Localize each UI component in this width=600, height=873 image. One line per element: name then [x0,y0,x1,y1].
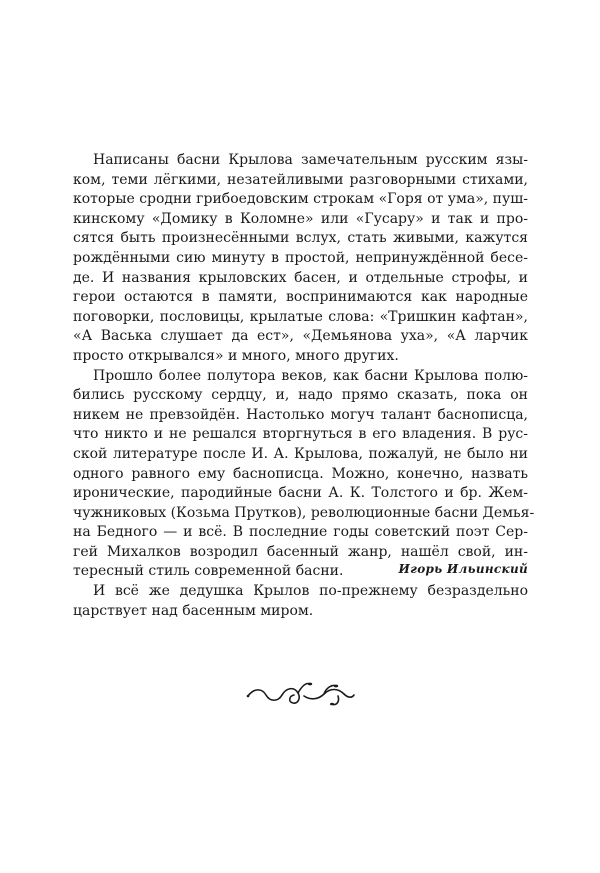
text-line: чужниковых (Козьма Прутков), революционные басни Демья- [73,504,535,521]
text-line: герои остаются в памяти, воспринимаются как народные [73,289,528,306]
author-signature: Игорь Ильинский [398,562,528,576]
text-line: что никто и не решался вторгнуться в его владения. В рус- [73,426,528,443]
text-line: «А Васька слушает да ест», «Демьянова уха», «А ларчик [73,328,528,345]
paragraph-1 [73,151,528,367]
text-line: поговорки, пословицы, крылатые слова: «Тришкин кафтан», [73,308,528,325]
text-line: Написаны басни Крылова замечательным русским язы- [93,152,528,168]
text-line: рождёнными сию минуту в простой, непринуждённой бесе- [73,249,528,266]
text-line: которые сродни грибоедовским строкам «Горя от ума», пуш- [73,191,528,208]
text-line: Прошло более полутора веков, как басни Крылова полю- [93,367,528,384]
paragraph-2 [73,367,535,583]
text-line: бились русскому сердцу, и, надо прямо сказать, пока он [73,387,528,404]
text-line: царствует над басенным миром. [73,602,314,619]
text-line: никем не превзойдён. Настолько могуч талант баснописца, [73,406,528,423]
text-line: одного равного ему баснописца. Можно, конечно, назвать [73,465,528,482]
text-line: просто открывался» и много, много других. [73,347,399,364]
paragraph-3 [73,582,528,621]
flourish-ornament-icon [244,676,356,716]
text-line: на Бедного — и всё. В последние годы советский поэт Сер- [73,524,528,541]
text-line: И всё же дедушка Крылов по-прежнему безраздельно [93,583,528,600]
text-line: гей Михалков возродил басенный жанр, нашёл свой, ин- [73,543,528,560]
text-line: иронические, пародийные басни А. К. Толстого и бр. Жем- [73,485,528,502]
article-text [73,151,535,621]
text-line: кинскому «Домику в Коломне» или «Гусару» и так и про- [73,210,528,227]
text-line: сятся быть произнесёнными вслух, стать живыми, кажутся [73,230,528,247]
text-line: де. И названия крыловских басен, и отдельные строфы, и [73,269,528,286]
text-line: тересный стиль современной басни. [73,563,344,580]
text-line: ком, теми лёгкими, незатейливыми разговорными стихами, [73,171,528,188]
text-line: ской литературе после И. А. Крылова, пожалуй, не было ни [73,445,528,462]
